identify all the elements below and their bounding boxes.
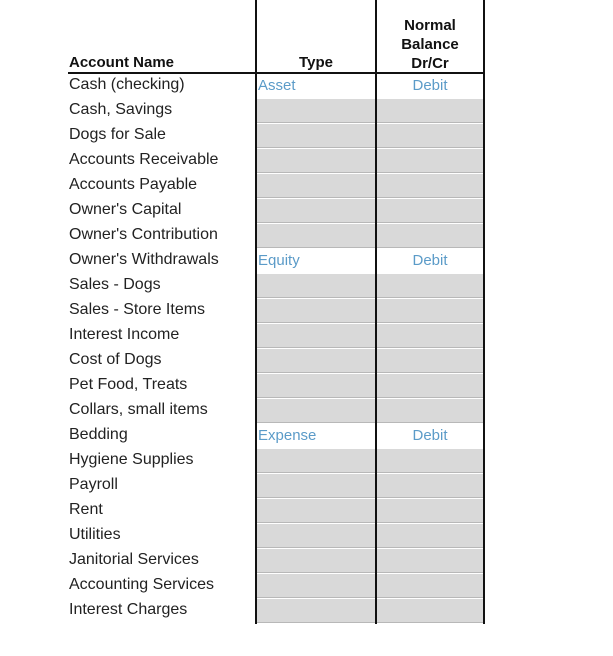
normal-balance-cell[interactable] [377, 249, 483, 273]
type-cell[interactable] [257, 424, 375, 448]
type-value [257, 452, 258, 469]
account-name-cell: Interest Charges [69, 601, 188, 618]
type-value [257, 477, 258, 494]
normal-balance-cell[interactable] [377, 299, 483, 323]
normal-balance-cell[interactable] [377, 599, 483, 623]
account-name-cell: Sales - Store Items [69, 301, 206, 318]
normal-balance-cell[interactable] [377, 199, 483, 223]
type-value [257, 302, 258, 319]
type-value [257, 277, 258, 294]
normal-balance-value: Debit [412, 427, 448, 444]
table-row [0, 174, 613, 199]
type-value [257, 152, 258, 169]
account-name-cell: Bedding [69, 426, 128, 443]
normal-balance-cell[interactable] [377, 549, 483, 573]
type-value [257, 327, 258, 344]
table-row [0, 374, 613, 399]
table-row [0, 549, 613, 574]
normal-balance-cell[interactable] [377, 399, 483, 423]
table-row [0, 99, 613, 124]
type-cell[interactable] [257, 74, 375, 98]
header-normal-balance-line1: Normal [404, 17, 456, 34]
account-name-cell: Dogs for Sale [69, 126, 166, 143]
type-cell[interactable] [257, 249, 375, 273]
header-normal-balance [377, 16, 483, 73]
normal-balance-value: Debit [412, 77, 448, 94]
header-normal-balance-line2: Balance [401, 36, 459, 53]
account-name-cell: Accounting Services [69, 576, 214, 593]
normal-balance-cell[interactable] [377, 449, 483, 473]
account-name-cell: Payroll [69, 476, 118, 493]
normal-balance-cell[interactable] [377, 324, 483, 348]
type-cell[interactable] [257, 349, 375, 373]
type-cell[interactable] [257, 599, 375, 623]
account-name-cell: Rent [69, 501, 103, 518]
normal-balance-value: Debit [412, 252, 448, 269]
table-row [0, 499, 613, 524]
type-value [257, 202, 258, 219]
account-name-cell: Owner's Capital [69, 201, 182, 218]
type-value [257, 377, 258, 394]
normal-balance-cell[interactable] [377, 74, 483, 98]
account-name-cell: Collars, small items [69, 401, 208, 418]
account-name-cell: Hygiene Supplies [69, 451, 194, 468]
normal-balance-cell[interactable] [377, 99, 483, 123]
type-value: Asset [258, 77, 296, 94]
account-name-cell: Owner's Contribution [69, 226, 218, 243]
account-name-cell: Cash, Savings [69, 101, 173, 118]
type-cell[interactable] [257, 499, 375, 523]
type-cell[interactable] [257, 324, 375, 348]
type-cell[interactable] [257, 474, 375, 498]
type-cell[interactable] [257, 299, 375, 323]
table-row [0, 424, 613, 449]
table-row [0, 199, 613, 224]
type-value [257, 602, 258, 619]
header-account-name: Account Name [69, 54, 175, 71]
account-name-cell: Accounts Payable [69, 176, 198, 193]
normal-balance-cell[interactable] [377, 349, 483, 373]
type-value [257, 127, 258, 144]
type-cell[interactable] [257, 174, 375, 198]
header-normal-balance-line3: Dr/Cr [411, 55, 449, 72]
normal-balance-cell[interactable] [377, 274, 483, 298]
account-name-cell: Pet Food, Treats [69, 376, 188, 393]
type-cell[interactable] [257, 149, 375, 173]
normal-balance-cell[interactable] [377, 574, 483, 598]
type-value [257, 577, 258, 594]
type-value [257, 502, 258, 519]
type-value [257, 402, 258, 419]
table-row [0, 74, 613, 99]
type-cell[interactable] [257, 374, 375, 398]
table-row [0, 149, 613, 174]
type-value [257, 527, 258, 544]
normal-balance-cell[interactable] [377, 474, 483, 498]
type-value [257, 177, 258, 194]
normal-balance-cell[interactable] [377, 224, 483, 248]
type-cell[interactable] [257, 549, 375, 573]
type-value [257, 102, 258, 119]
type-cell[interactable] [257, 199, 375, 223]
header-type: Type [299, 54, 333, 71]
normal-balance-cell[interactable] [377, 124, 483, 148]
table-row [0, 274, 613, 299]
table-row [0, 299, 613, 324]
account-name-cell: Janitorial Services [69, 551, 199, 568]
table-row [0, 249, 613, 274]
table-row [0, 449, 613, 474]
type-cell[interactable] [257, 574, 375, 598]
type-value [257, 552, 258, 569]
normal-balance-cell[interactable] [377, 174, 483, 198]
account-name-cell: Owner's Withdrawals [69, 251, 219, 268]
normal-balance-cell[interactable] [377, 424, 483, 448]
type-cell[interactable] [257, 274, 375, 298]
type-cell[interactable] [257, 99, 375, 123]
table-row [0, 574, 613, 599]
type-value: Equity [258, 252, 300, 269]
type-cell[interactable] [257, 124, 375, 148]
type-cell[interactable] [257, 449, 375, 473]
table-row [0, 324, 613, 349]
type-value [257, 227, 258, 244]
account-name-cell: Cash (checking) [69, 76, 185, 93]
normal-balance-cell[interactable] [377, 499, 483, 523]
table-row [0, 349, 613, 374]
account-name-cell: Utilities [69, 526, 121, 543]
account-name-cell: Cost of Dogs [69, 351, 162, 368]
account-name-cell: Interest Income [69, 326, 180, 343]
table-row [0, 524, 613, 549]
table-row [0, 599, 613, 624]
table-row [0, 124, 613, 149]
type-cell[interactable] [257, 224, 375, 248]
type-cell[interactable] [257, 524, 375, 548]
normal-balance-cell[interactable] [377, 524, 483, 548]
table-row [0, 399, 613, 424]
type-cell[interactable] [257, 399, 375, 423]
normal-balance-cell[interactable] [377, 149, 483, 173]
type-value: Expense [258, 427, 317, 444]
table-row [0, 224, 613, 249]
account-name-cell: Sales - Dogs [69, 276, 161, 293]
account-name-cell: Accounts Receivable [69, 151, 219, 168]
normal-balance-cell[interactable] [377, 374, 483, 398]
type-value [257, 352, 258, 369]
table-row [0, 474, 613, 499]
